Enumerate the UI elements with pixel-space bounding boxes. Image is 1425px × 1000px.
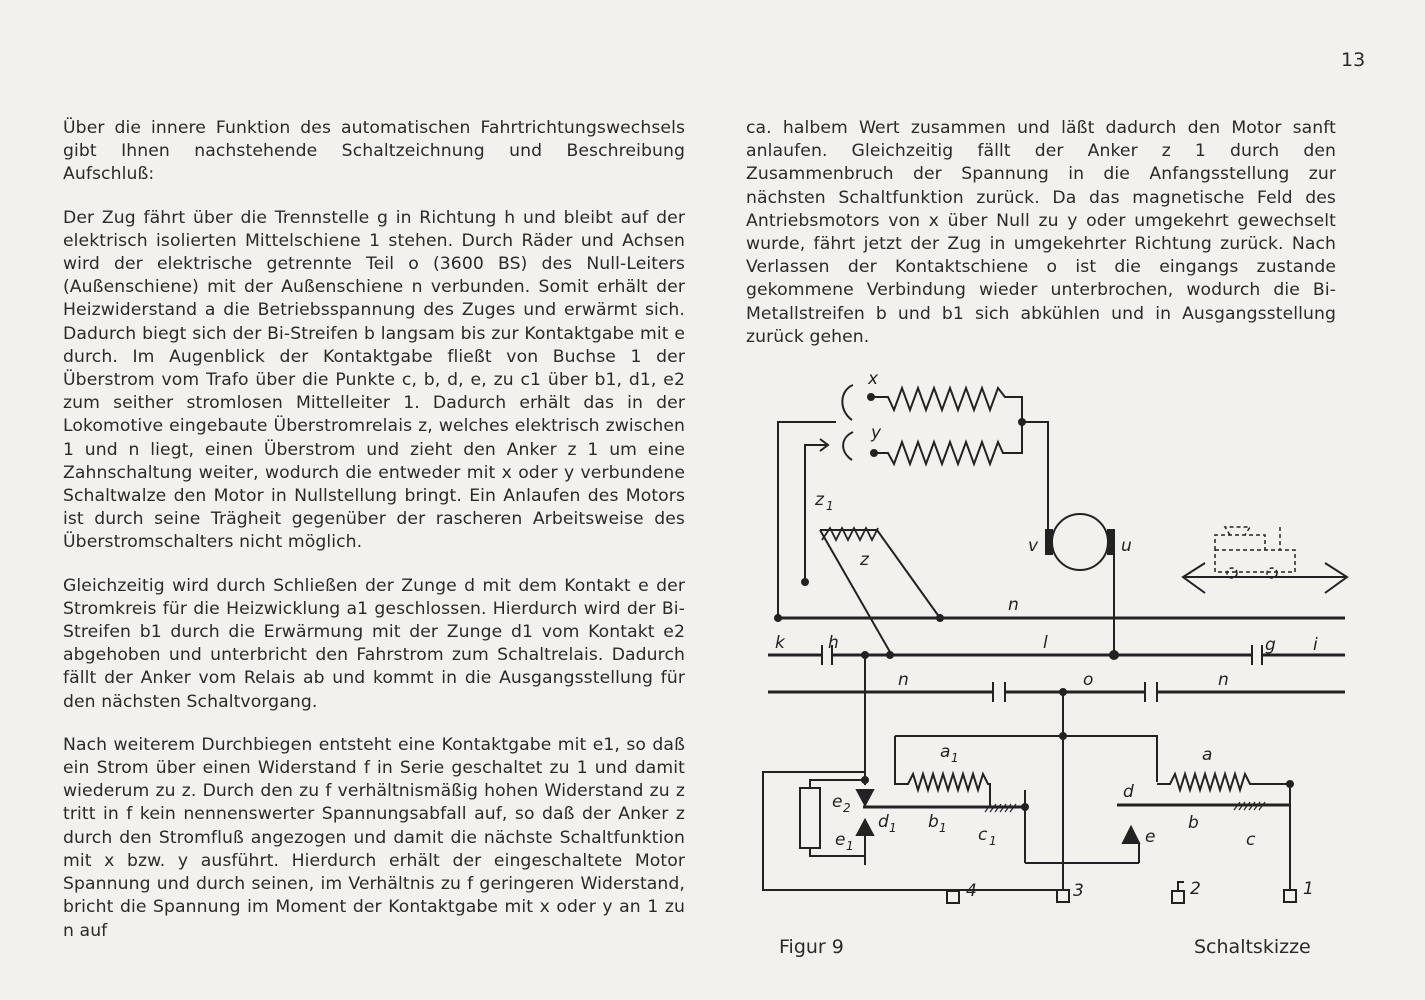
label-o: o	[1083, 670, 1094, 690]
contact-e1	[857, 820, 873, 835]
terminal-1	[1284, 890, 1296, 902]
right-text-column	[746, 117, 1336, 369]
junction-dot	[1060, 733, 1066, 739]
locomotive-icon	[1215, 527, 1295, 578]
label-c1-sub: 1	[989, 834, 997, 848]
label-n-right: n	[1218, 670, 1229, 690]
paragraph: Gleichzeitig wird durch Schließen der Zunge d mit dem Kontakt e der Stromkreis für die Heizwicklung a1 geschlossen. Hierdurch wird der Bi-Streifen b1 durch die Erwärmung mit der Zunge d1 vom Kontakt e2 abgehoben und unterbricht den Fahrstrom zum Schaltrelais. Dadurch fällt der Anker vom Relais ab und kommt in die Ausgangsstellung für den nächsten Schaltvorgang.	[63, 575, 685, 712]
label-d1: d	[878, 812, 889, 832]
terminal-2	[1172, 891, 1184, 903]
label-c: c	[1246, 830, 1256, 850]
label-a1: a	[940, 742, 951, 762]
junction-dot	[1110, 651, 1118, 659]
label-terminal-1: 1	[1303, 879, 1314, 899]
motor-icon	[1052, 514, 1108, 570]
circuit-schematic	[760, 360, 1360, 920]
label-e2: e	[832, 792, 843, 812]
label-e1-sub: 1	[846, 839, 854, 853]
label-l: l	[1043, 633, 1048, 653]
label-a1-sub: 1	[951, 751, 959, 765]
junction-dot	[937, 615, 943, 621]
paragraph: Nach weiterem Durchbiegen entsteht eine Kontaktgabe mit e1, so daß ein Strom über einen Widerstand f in Serie geschaltet zu 1 und damit wiederum zu z. Durch den zu f verhältnismäßig hohen Widerstand zu z tritt in f kein nennenswerter Spannungsabfall auf, so daß der Anker z durch den Stromfluß angezogen und damit die nächste Schaltfunktion mit x bzw. y ausführt. Hierdurch erhält der eingeschaltete Motor Spannung und durch seinen, im Verhältnis zu f geringeren Widerstand, bricht die Spannung im Moment der Kontaktgabe mit x oder y an 1 zu n auf	[63, 734, 685, 941]
label-a: a	[1202, 745, 1213, 765]
contact-e	[1123, 827, 1139, 843]
label-d: d	[1123, 782, 1134, 802]
junction-dot	[1287, 781, 1293, 787]
switch-bracket	[842, 385, 853, 420]
wire	[810, 780, 865, 788]
label-z: z	[860, 550, 869, 570]
label-z1: z	[815, 490, 824, 510]
figure-title: Schaltskizze	[1194, 936, 1311, 958]
label-e1: e	[835, 830, 846, 850]
label-n-left: n	[898, 670, 909, 690]
paragraph: Der Zug fährt über die Trennstelle g in Richtung h und bleibt auf der elektrisch isolierten Mittelschiene 1 stehen. Durch Räder und Achsen wird der elektrische getrennte Teil o (3600 BS) des Null-Leiters (Außenschiene) mit der Außenschiene n verbunden. Somit erhält der Heizwiderstand a die Betriebsspannung des Zuges und erwärmt sich. Dadurch biegt sich der Bi-Streifen b langsam bis zur Kontaktgabe mit e durch. Im Augenblick der Kontaktgabe fließt von Buchse 1 der Überstrom vom Trafo über die Punkte c, b, d, e, zu c1 über b1, d1, e2 zum seither stromlosen Mittelleiter 1. Dadurch erhält das in der Lokomotive eingebaute Überstromrelais z, welches elektrisch zwischen 1 und n liegt, einen Überstrom und zieht den Anker z 1 um eine Zahnschaltung weiter, wodurch die entweder mit x oder y verbundene Schaltwalze den Motor in Nullstellung bringt. Ein Anlaufen des Motors ist durch seine Trägheit gegenüber der rascheren Arbeitsweise des Überstromschalters nicht möglich.	[63, 207, 685, 553]
label-terminal-2: 2	[1190, 879, 1201, 899]
label-z1-sub: 1	[826, 499, 834, 513]
heater-a	[1157, 774, 1290, 790]
label-e: e	[1145, 827, 1156, 847]
label-c1: c	[978, 825, 988, 845]
label-k: k	[775, 633, 785, 653]
wire	[778, 422, 836, 618]
motor-brush	[1046, 530, 1052, 554]
label-b: b	[1188, 813, 1199, 833]
relay-coil-frame	[820, 530, 940, 618]
switch-bracket	[843, 432, 853, 460]
junction-dot	[862, 777, 868, 783]
junction-dot	[887, 652, 893, 658]
paragraph: ca. halbem Wert zusammen und läßt dadurch den Motor sanft anlaufen. Gleichzeitig fällt der Anker z 1 durch den Zusammenbruch der Spannung in die Anfangsstellung zur nächsten Schaltfunktion zurück. Da das magnetische Feld des Antriebsmotors von x über Null zu y oder umgekehrt gewechselt wurde, fährt jetzt der Zug in umgekehrter Richtung zurück. Nach Verlassen der Kontaktschiene o ist die eingangs zustande gekommene Verbindung wieder unterbrochen, wodurch die Bi-Metallstreifen b und b1 sich abkühlen und in Ausgangsstellung zurück gehen.	[746, 118, 1336, 347]
junction-dot	[802, 579, 808, 585]
label-i: i	[1313, 635, 1318, 655]
label-v: v	[1028, 536, 1039, 556]
page-number: 13	[1341, 49, 1366, 71]
label-e2-sub: 2	[843, 801, 851, 815]
terminal-4	[947, 891, 959, 903]
contact-e2	[857, 790, 873, 805]
label-x: x	[868, 369, 879, 389]
figure-label: Figur 9	[779, 936, 844, 958]
wire	[763, 772, 1063, 890]
resistor-f	[800, 788, 820, 848]
label-u: u	[1121, 536, 1132, 556]
junction-dot	[775, 615, 781, 621]
label-h: h	[828, 633, 839, 653]
label-g: g	[1265, 635, 1276, 655]
wire	[1022, 422, 1048, 538]
left-text-column	[63, 117, 685, 963]
field-winding-x	[871, 388, 1022, 422]
junction-dot	[1022, 804, 1028, 810]
field-winding-y	[874, 422, 1022, 464]
wire	[805, 445, 828, 582]
label-b1-sub: 1	[939, 821, 947, 835]
paragraph: Über die innere Funktion des automatischen Fahrtrichtungswechsels gibt Ihnen nachstehende Schaltzeichnung und Beschreibung Aufschluß:	[63, 118, 685, 185]
wire	[1178, 882, 1184, 891]
label-terminal-4: 4	[966, 881, 977, 901]
label-y: y	[871, 423, 882, 443]
label-n-top: n	[1008, 595, 1019, 615]
label-terminal-3: 3	[1073, 881, 1084, 901]
label-d1-sub: 1	[889, 821, 897, 835]
label-b1: b	[928, 812, 939, 832]
terminal-3	[1057, 890, 1069, 902]
